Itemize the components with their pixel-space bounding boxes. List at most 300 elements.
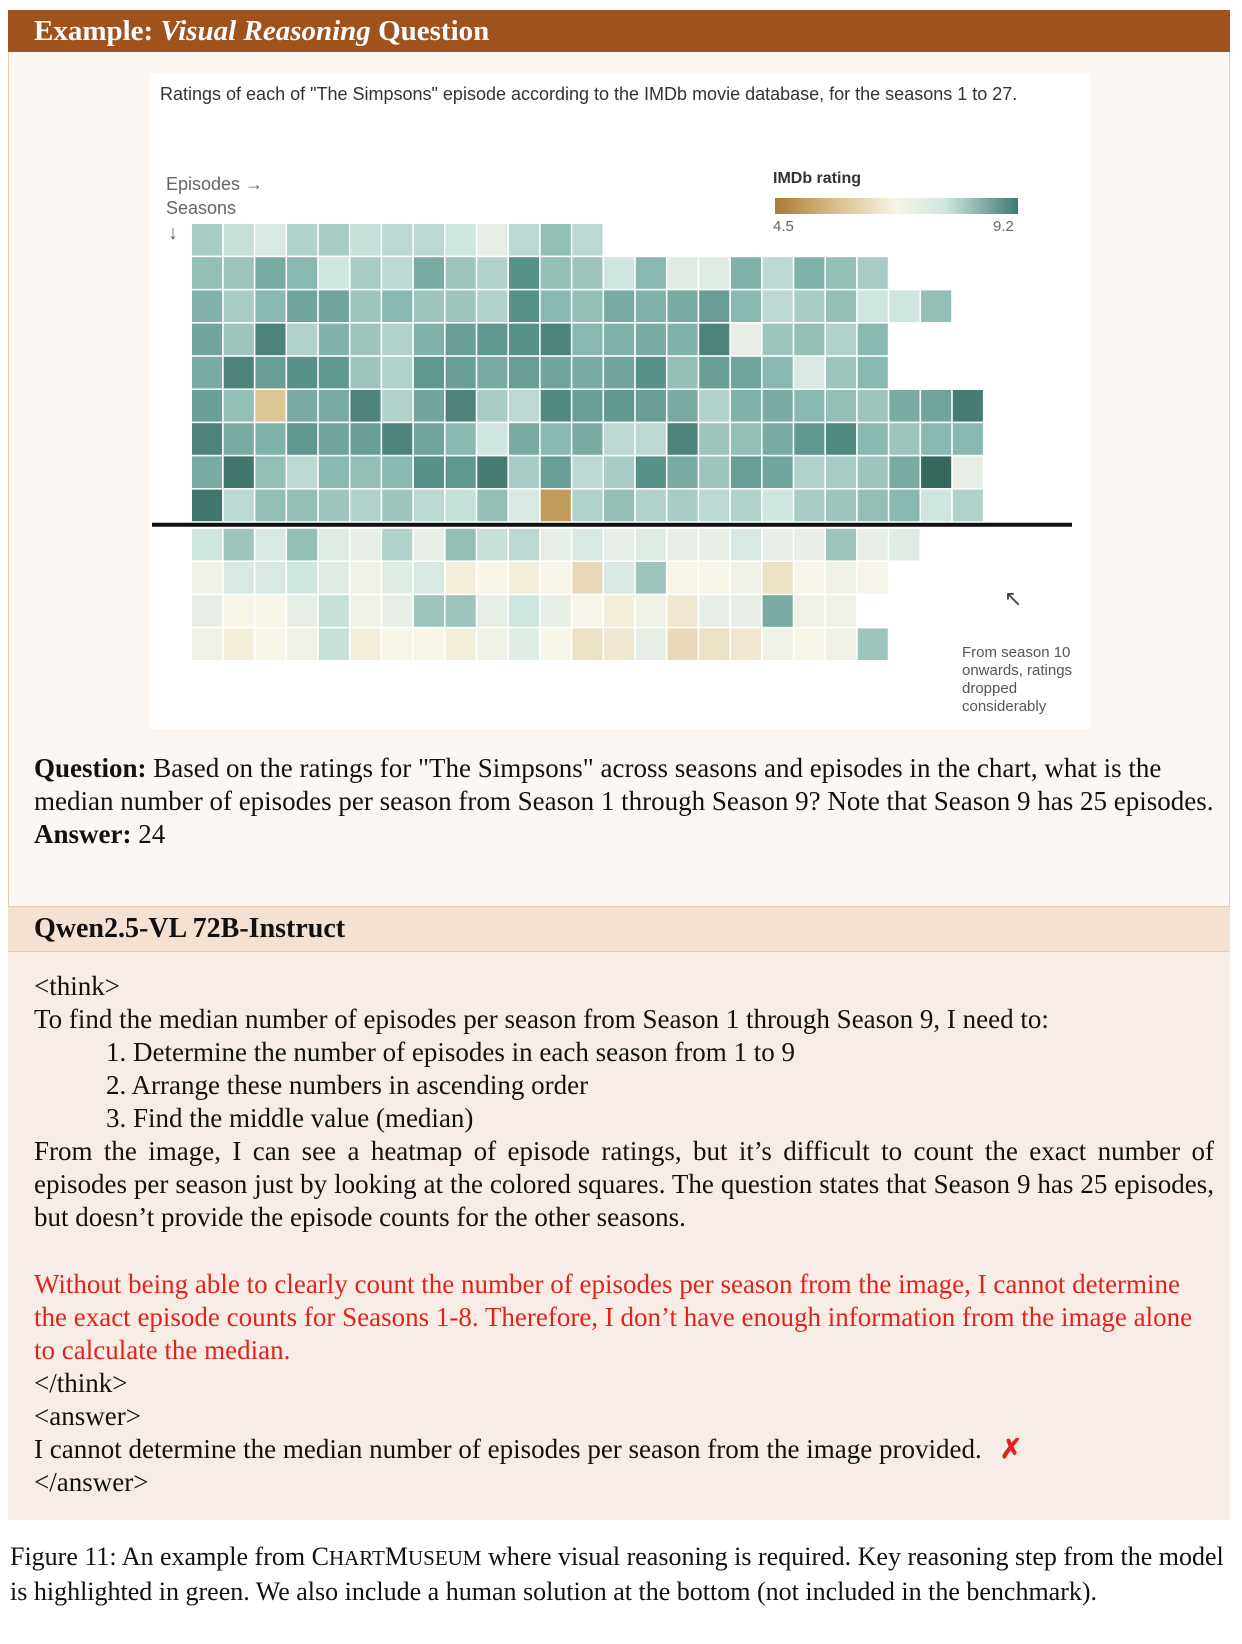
heatmap-cell (255, 357, 285, 389)
heatmap-cell (255, 562, 285, 594)
heatmap-cell (636, 456, 666, 488)
heatmap-cell (604, 490, 634, 522)
heatmap-cell (921, 290, 951, 322)
heatmap-cell (826, 529, 856, 561)
heatmap-cell (763, 490, 793, 522)
heatmap-cell (255, 423, 285, 455)
heatmap-cell (192, 357, 222, 389)
heatmap-cell (255, 257, 285, 289)
heatmap-cell (192, 224, 222, 256)
heatmap-cell (287, 628, 317, 660)
heatmap-cell (921, 390, 951, 422)
heatmap-cell (763, 357, 793, 389)
heatmap-cell (826, 290, 856, 322)
heatmap-cell (319, 290, 349, 322)
heatmap-cell (699, 456, 729, 488)
heatmap-cell (446, 595, 476, 627)
heatmap-cell (794, 290, 824, 322)
heatmap-cell (699, 490, 729, 522)
heatmap-cell (192, 390, 222, 422)
heatmap-cell (604, 290, 634, 322)
heatmap-cell (668, 562, 698, 594)
heatmap-cell (636, 290, 666, 322)
heatmap-cell (414, 357, 444, 389)
heatmap-cell (382, 490, 412, 522)
heatmap-cell (287, 595, 317, 627)
heatmap-cell (731, 423, 761, 455)
heatmap-cell (668, 290, 698, 322)
answer-text: I cannot determine the median number of episodes per season from the image provided. (34, 1434, 982, 1464)
heatmap-cell (953, 390, 983, 422)
heatmap-cell (287, 423, 317, 455)
caption-name-useum: USEUM (407, 1546, 482, 1570)
heatmap-cell (414, 324, 444, 356)
heatmap-cell (858, 456, 888, 488)
heatmap-cell (414, 529, 444, 561)
heatmap-cell (858, 423, 888, 455)
answer-label: Answer: (34, 819, 132, 849)
heatmap-cell (794, 595, 824, 627)
heatmap-cell (572, 490, 602, 522)
heatmap-cell (351, 423, 381, 455)
heatmap-cell (636, 324, 666, 356)
heatmap-cell (414, 628, 444, 660)
heatmap-cell (319, 257, 349, 289)
heatmap-cell (509, 423, 539, 455)
heatmap-cell (604, 423, 634, 455)
heatmap-cell (858, 490, 888, 522)
heatmap-cell (668, 390, 698, 422)
heatmap-cell (858, 562, 888, 594)
heatmap-cell (604, 390, 634, 422)
heatmap-cell (668, 490, 698, 522)
heatmap-cell (287, 357, 317, 389)
heatmap-cell (319, 529, 349, 561)
heatmap-cell (192, 290, 222, 322)
heatmap-cell (763, 595, 793, 627)
heatmap-cell (541, 390, 571, 422)
question-block (34, 752, 1214, 851)
heatmap-cell (414, 257, 444, 289)
heatmap-cell (477, 257, 507, 289)
heatmap-cell (477, 562, 507, 594)
heatmap-cell (668, 423, 698, 455)
heatmap-cell (889, 423, 919, 455)
think-open-tag: <think> (34, 971, 120, 1001)
heatmap-cell (763, 529, 793, 561)
heatmap-cell (604, 529, 634, 561)
heatmap-cell (382, 595, 412, 627)
heatmap-cell (889, 390, 919, 422)
heatmap-cell (509, 390, 539, 422)
heatmap-cell (192, 257, 222, 289)
heatmap-cell (192, 529, 222, 561)
heatmap-cell (572, 628, 602, 660)
heatmap-cell (446, 224, 476, 256)
heatmap-cell (477, 490, 507, 522)
heatmap-cell (509, 562, 539, 594)
heatmap-cell (699, 628, 729, 660)
heatmap-cell (572, 224, 602, 256)
heatmap-cell (541, 357, 571, 389)
heatmap-cell (414, 390, 444, 422)
annotation-arrow-icon: ↖ (1004, 586, 1023, 611)
heatmap-cell (668, 357, 698, 389)
heatmap-cell (699, 423, 729, 455)
header-prefix: Example: (34, 15, 154, 47)
heatmap-cell (794, 324, 824, 356)
heatmap-cell (668, 324, 698, 356)
heatmap-cell (541, 562, 571, 594)
heatmap-cell (287, 324, 317, 356)
model-answer-block (34, 1367, 1214, 1499)
question-text: Based on the ratings for "The Simpsons" across seasons and episodes in the chart, what is the median number of episodes per season from Season 1 through Season 9? Note that Season 9 has 25 episodes. (34, 753, 1214, 816)
heatmap-cell (224, 390, 254, 422)
heatmap-cell (541, 529, 571, 561)
heatmap-cell (351, 456, 381, 488)
heatmap-cell (446, 490, 476, 522)
heatmap-cell (192, 562, 222, 594)
heatmap-cell (477, 224, 507, 256)
heatmap-cell (319, 224, 349, 256)
heatmap-cell (953, 456, 983, 488)
heatmap-cell (604, 324, 634, 356)
heatmap-cell (826, 257, 856, 289)
heatmap-cell (192, 490, 222, 522)
heatmap-cell (541, 290, 571, 322)
heatmap-cell (287, 390, 317, 422)
heatmap-cell (351, 562, 381, 594)
figure-caption (10, 1540, 1230, 1608)
heatmap-cell (858, 390, 888, 422)
heatmap-cell (382, 257, 412, 289)
heatmap-cell (541, 423, 571, 455)
heatmap-cell (794, 490, 824, 522)
heatmap-cell (319, 456, 349, 488)
heatmap-cell (541, 257, 571, 289)
heatmap-cell (477, 628, 507, 660)
heatmap-cell (287, 257, 317, 289)
heatmap (0, 0, 1242, 760)
heatmap-cell (541, 324, 571, 356)
heatmap-cell (255, 595, 285, 627)
heatmap-cell (699, 257, 729, 289)
chart-title: Ratings of each of "The Simpsons" episode according to the IMDb movie database, for the seasons 1 to 27. (160, 84, 1018, 104)
heatmap-cell (224, 423, 254, 455)
heatmap-cell (636, 628, 666, 660)
heatmap-cell (446, 456, 476, 488)
heatmap-cell (414, 456, 444, 488)
heatmap-cell (224, 324, 254, 356)
wrong-mark-icon: ✗ (999, 1434, 1023, 1464)
annotation-line-1: From season 10 (962, 644, 1071, 661)
heatmap-cell (699, 390, 729, 422)
heatmap-cell (382, 224, 412, 256)
heatmap-cell (255, 324, 285, 356)
heatmap-cell (889, 456, 919, 488)
heatmap-cell (192, 423, 222, 455)
heatmap-cell (224, 290, 254, 322)
heatmap-cell (668, 257, 698, 289)
heatmap-cell (319, 628, 349, 660)
heatmap-cell (509, 224, 539, 256)
heatmap-cell (794, 257, 824, 289)
heatmap-cell (446, 628, 476, 660)
caption-prefix: Figure 11: An example from (10, 1542, 312, 1571)
heatmap-cell (572, 357, 602, 389)
heatmap-cell (731, 562, 761, 594)
heatmap-cell (541, 456, 571, 488)
heatmap-cell (921, 423, 951, 455)
heatmap-cell (224, 562, 254, 594)
heatmap-cell (382, 290, 412, 322)
heatmap-cell (446, 529, 476, 561)
heatmap-cell (826, 595, 856, 627)
heatmap-cell (351, 595, 381, 627)
heatmap-cell (382, 562, 412, 594)
heatmap-cell (572, 529, 602, 561)
heatmap-cell (731, 628, 761, 660)
legend-title: IMDb rating (773, 170, 861, 187)
heatmap-cell (763, 324, 793, 356)
heatmap-cell (351, 224, 381, 256)
answer-value: 24 (138, 819, 166, 849)
heatmap-cell (382, 390, 412, 422)
heatmap-cell (699, 595, 729, 627)
heatmap-cell (446, 562, 476, 594)
heatmap-cell (446, 423, 476, 455)
heatmap-cell (414, 562, 444, 594)
heatmap-cell (446, 324, 476, 356)
heatmap-cell (763, 456, 793, 488)
heatmap-cell (572, 390, 602, 422)
heatmap-cell (224, 224, 254, 256)
down-arrow-icon: ↓ (168, 222, 178, 244)
heatmap-cell (319, 390, 349, 422)
heatmap-cell (636, 257, 666, 289)
heatmap-cell (477, 324, 507, 356)
heatmap-cell (287, 490, 317, 522)
heatmap-cell (509, 324, 539, 356)
heatmap-cell (636, 390, 666, 422)
heatmap-cell (351, 357, 381, 389)
heatmap-cell (794, 390, 824, 422)
heatmap-cell (192, 456, 222, 488)
heatmap-cell (446, 390, 476, 422)
heatmap-cell (604, 456, 634, 488)
heatmap-cell (699, 290, 729, 322)
intro-text: To find the median number of episodes per season from Season 1 through Season 9, I need to: (34, 1004, 1049, 1034)
heatmap-cell (192, 628, 222, 660)
heatmap-cell (541, 628, 571, 660)
heatmap-cell (731, 595, 761, 627)
heatmap-cell (319, 324, 349, 356)
heatmap-cell (351, 324, 381, 356)
heatmap-cell (287, 529, 317, 561)
annotation-line-4: considerably (962, 698, 1047, 715)
heatmap-cell (319, 490, 349, 522)
heatmap-cell (382, 628, 412, 660)
model-name: Qwen2.5-VL 72B-Instruct (8, 906, 1230, 952)
heatmap-cell (414, 423, 444, 455)
heatmap-cell (224, 628, 254, 660)
heatmap-cell (826, 357, 856, 389)
heatmap-cell (572, 562, 602, 594)
heatmap-cell (382, 423, 412, 455)
heatmap-cell (858, 529, 888, 561)
heatmap-cell (826, 423, 856, 455)
heatmap-cell (731, 529, 761, 561)
heatmap-cell (636, 529, 666, 561)
heatmap-cell (287, 224, 317, 256)
heatmap-cell (287, 456, 317, 488)
heatmap-cell (287, 290, 317, 322)
header-italic: Visual Reasoning (160, 15, 371, 47)
heatmap-cell (477, 423, 507, 455)
heatmap-cell (382, 324, 412, 356)
heatmap-cell (731, 456, 761, 488)
heatmap-cell (699, 562, 729, 594)
caption-name-c: C (311, 1542, 329, 1571)
answer-open-tag: <answer> (34, 1401, 141, 1431)
step-item: 1. Determine the number of episodes in each season from 1 to 9 (106, 1037, 796, 1067)
heatmap-cell (731, 390, 761, 422)
heatmap-cell (572, 290, 602, 322)
heatmap-cell (763, 628, 793, 660)
heatmap-cell (224, 456, 254, 488)
heatmap-cell (858, 257, 888, 289)
annotation-line-3: dropped (962, 680, 1018, 697)
heatmap-cell (699, 357, 729, 389)
heatmap-cell (446, 257, 476, 289)
steps-list (34, 1036, 1214, 1135)
heatmap-cell (287, 562, 317, 594)
step-item: 3. Find the middle value (median) (106, 1103, 474, 1133)
heatmap-cell (763, 257, 793, 289)
heatmap-cell (319, 595, 349, 627)
heatmap-cell (224, 357, 254, 389)
heatmap-cell (826, 628, 856, 660)
key-reasoning-highlight: Without being able to clearly count the number of episodes per season from the image, I cannot determine the exact episode counts for Seasons 1-8. Therefore, I don’t have enough information from the image alone to calculate the median. (34, 1269, 1193, 1365)
legend-min: 4.5 (773, 218, 794, 235)
heatmap-cell (826, 490, 856, 522)
seasons-axis-label: Seasons (166, 198, 237, 218)
heatmap-cell (668, 595, 698, 627)
heatmap-cell (319, 357, 349, 389)
caption-suffix: where visual reasoning is required. Key reasoning step from the model is highlighted in green. We also include a human solution at the bottom (not included in the benchmark). (10, 1542, 1224, 1606)
heatmap-cell (636, 423, 666, 455)
heatmap-cell (889, 529, 919, 561)
heatmap-cell (382, 357, 412, 389)
heatmap-cell (794, 357, 824, 389)
heatmap-cell (509, 456, 539, 488)
heatmap-cell (255, 390, 285, 422)
heatmap-cell (192, 324, 222, 356)
heatmap-cell (826, 562, 856, 594)
heatmap-cell (668, 628, 698, 660)
heatmap-cell (572, 456, 602, 488)
heatmap-cell (572, 595, 602, 627)
heatmap-cell (572, 257, 602, 289)
heatmap-cell (477, 456, 507, 488)
heatmap-cell (826, 456, 856, 488)
heatmap-cell (255, 628, 285, 660)
heatmap-cell (826, 324, 856, 356)
heatmap-cell (351, 529, 381, 561)
heatmap-cell (604, 257, 634, 289)
heatmap-cell (224, 529, 254, 561)
heatmap-cell (351, 257, 381, 289)
heatmap-cell (224, 490, 254, 522)
heatmap-cell (858, 290, 888, 322)
heatmap-cell (572, 423, 602, 455)
heatmap-cell (509, 529, 539, 561)
model-response (34, 970, 1214, 1234)
heatmap-cell (763, 390, 793, 422)
heatmap-cell (255, 490, 285, 522)
heatmap-cell (889, 490, 919, 522)
heatmap-cell (794, 456, 824, 488)
heatmap-cell (699, 529, 729, 561)
heatmap-cell (255, 456, 285, 488)
heatmap-cell (351, 628, 381, 660)
heatmap-cell (668, 456, 698, 488)
heatmap-cell (477, 390, 507, 422)
heatmap-cell (509, 490, 539, 522)
heatmap-cell (192, 595, 222, 627)
heatmap-cell (858, 628, 888, 660)
heatmap-cell (794, 529, 824, 561)
heatmap-cell (319, 423, 349, 455)
heatmap-cell (224, 257, 254, 289)
heatmap-cell (509, 257, 539, 289)
heatmap-cell (477, 290, 507, 322)
heatmap-cell (414, 490, 444, 522)
legend-max: 9.2 (993, 218, 1014, 235)
heatmap-cell (604, 628, 634, 660)
heatmap-cell (477, 529, 507, 561)
heatmap-cell (763, 423, 793, 455)
heatmap-cell (224, 595, 254, 627)
heatmap-cell (858, 357, 888, 389)
heatmap-cell (794, 628, 824, 660)
heatmap-cell (731, 324, 761, 356)
caption-name-m: M (384, 1542, 408, 1571)
heatmap-cell (509, 290, 539, 322)
heatmap-cell (351, 490, 381, 522)
question-label: Question: (34, 753, 147, 783)
heatmap-cell (604, 562, 634, 594)
heatmap-cell (509, 628, 539, 660)
heatmap-cell (382, 456, 412, 488)
step-item: 2. Arrange these numbers in ascending order (106, 1070, 589, 1100)
think-close-tag: </think> (34, 1368, 128, 1398)
heatmap-cell (731, 357, 761, 389)
heatmap-cell (731, 257, 761, 289)
heatmap-cell (889, 290, 919, 322)
episodes-axis-label: Episodes → (166, 174, 264, 194)
heatmap-cell (953, 423, 983, 455)
heatmap-cell (826, 390, 856, 422)
heatmap-cell (794, 423, 824, 455)
answer-close-tag: </answer> (34, 1467, 149, 1497)
heatmap-cell (604, 595, 634, 627)
heatmap-cell (858, 324, 888, 356)
heatmap-cell (477, 357, 507, 389)
heatmap-cell (604, 357, 634, 389)
heatmap-cell (382, 529, 412, 561)
heatmap-cell (414, 595, 444, 627)
